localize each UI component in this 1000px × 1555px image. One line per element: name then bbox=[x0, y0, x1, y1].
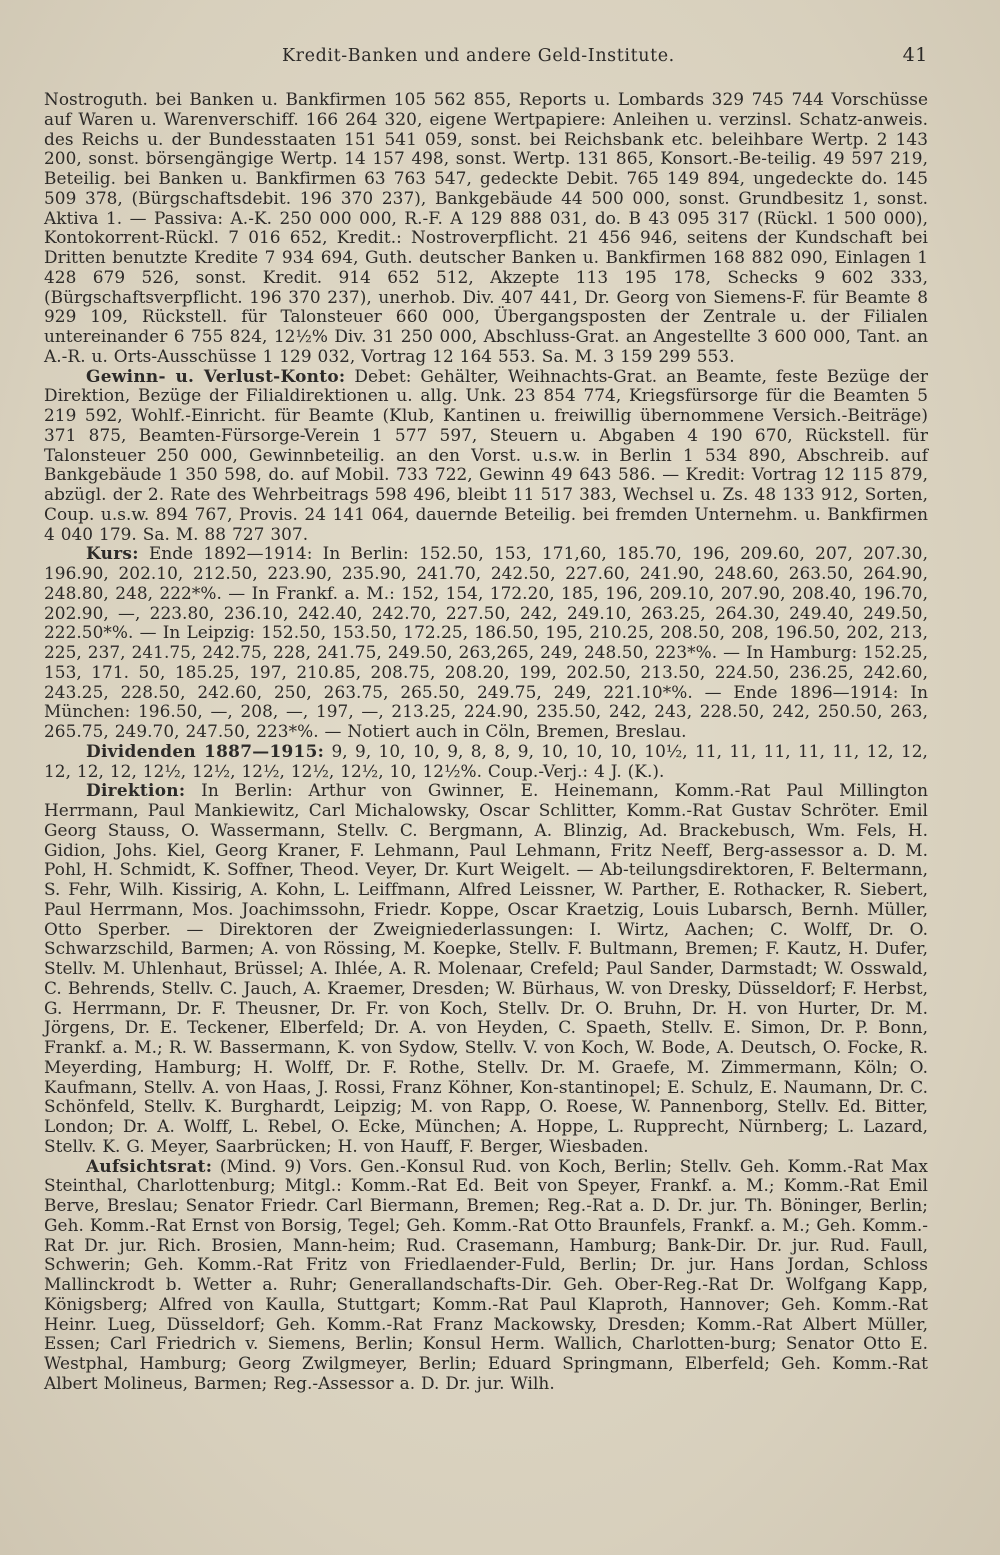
paragraph-aufsichtsrat bbox=[44, 1157, 928, 1394]
page-number: 41 bbox=[902, 44, 928, 66]
paragraph-lead: Dividenden 1887—1915: bbox=[86, 740, 325, 761]
paragraph-profit-loss bbox=[44, 367, 928, 545]
paragraph-lead: Direktion: bbox=[86, 780, 186, 801]
paragraph-text: Ende 1892—1914: In Berlin: 152.50, 153, 171,60, 185.70, 196, 209.60, 207, 207.30, 196.90, 202.10, 212.50, 223.90, 235.90, 241.70, 242.50, 227.60, 241.90, 248.60, 263.50, 264.90, 248.80, 248, 222*%. — In Frankf. a. M.: 152, 154, 172.20, 185, 196, 209.10, 207.90, 208.40, 196.70, 202.90, —, 223.80, 236.10, 242.40, 242.70, 227.50, 242, 249.10, 263.25, 264.30, 249.40, 249.50, 222.50*%. — In Leipzig: 152.50, 153.50, 172.25, 186.50, 195, 210.25, 208.50, 208, 196.50, 202, 213, 225, 237, 241.75, 242.75, 228, 241.75, 249.50, 263,265, 249, 248.50, 223*%. — In Hamburg: 152.25, 153, 171. 50, 185.25, 197, 210.85, 208.75, 208.20, 199, 202.50, 213.50, 224.50, 236.25, 242.60, 243.25, 228.50, 242.60, 250, 263.75, 265.50, 249.75, 249, 221.10*%. — Ende 1896—1914: In München: 196.50, —, 208, —, 197, —, 213.25, 224.90, 235.50, 242, 243, 228.50, 242, 250.50, 263, 265.75, 249.70, 247.50, 223*%. — Notiert auch in Cöln, Bremen, Breslau. bbox=[44, 543, 928, 741]
page-header bbox=[44, 44, 928, 68]
paragraph-text: (Mind. 9) Vors. Gen.-Konsul Rud. von Koch, Berlin; Stellv. Geh. Komm.-Rat Max Steinthal, Charlottenburg; Mitgl.: Komm.-Rat Ed. Beit von Speyer, Frankf. a. M.; Komm.-Rat Emil Berve, Breslau; Senator Friedr. Carl Biermann, Bremen; Reg.-Rat a. D. Dr. jur. Th. Böninger, Berlin; Geh. Komm.-Rat Ernst von Borsig, Tegel; Geh. Komm.-Rat Otto Braunfels, Frankf. a. M.; Geh. Komm.-Rat Dr. jur. Rich. Brosien, Mann-heim; Rud. Crasemann, Hamburg; Bank-Dir. Dr. jur. Rud. Faull, Schwerin; Geh. Komm.-Rat Fritz von Friedlaender-Fuld, Berlin; Dr. jur. Hans Jordan, Schloss Mallinckrodt b. Wetter a. Ruhr; Generallandschafts-Dir. Geh. Ober-Reg.-Rat Dr. Wolfgang Kapp, Königsberg; Alfred von Kaulla, Stuttgart; Komm.-Rat Paul Klaproth, Hannover; Geh. Komm.-Rat Heinr. Lueg, Düsseldorf; Geh. Komm.-Rat Franz Mackowsky, Dresden; Komm.-Rat Albert Müller, Essen; Carl Friedrich v. Siemens, Berlin; Konsul Herm. Wallich, Charlotten-burg; Senator Otto E. Westphal, Hamburg; Georg Zwilgmeyer, Berlin; Eduard Springmann, Elberfeld; Geh. Komm.-Rat Albert Molineus, Barmen; Reg.-Assessor a. D. Dr. jur. Wilh. bbox=[44, 1155, 929, 1393]
paragraph-text: In Berlin: Arthur von Gwinner, E. Heinemann, Komm.-Rat Paul Millington Herrmann, Paul Mankiewitz, Carl Michalowsky, Oscar Schlitter, Komm.-Rat Gustav Schröter. Emil Georg Stauss, O. Wassermann, Stellv. C. Bergmann, A. Blinzig, Ad. Brackebusch, Wm. Fels, H. Gidion, Johs. Kiel, Georg Kraner, F. Lehmann, Paul Lehmann, Fritz Neeff, Berg-assessor a. D. M. Pohl, H. Schmidt, K. Soffner, Theod. Veyer, Dr. Kurt Weigelt. — Ab-teilungsdirektoren, F. Beltermann, S. Fehr, Wilh. Kissirig, A. Kohn, L. Leiffmann, Alfred Leissner, W. Parther, E. Rothacker, R. Siebert, Paul Herrmann, Mos. Joachimssohn, Friedr. Koppe, Oscar Kraetzig, Louis Lubarsch, Bernh. Müller, Otto Sperber. — Direktoren der Zweigniederlassungen: I. Wirtz, Aachen; C. Wolff, Dr. O. Schwarzschild, Barmen; A. von Rössing, M. Koepke, Stellv. F. Bultmann, Bremen; F. Kautz, H. Dufer, Stellv. M. Uhlenhaut, Brüssel; A. Ihlée, A. R. Molenaar, Crefeld; Paul Sander, Darmstadt; W. Osswald, C. Behrends, Stellv. C. Jauch, A. Kraemer, Dresden; W. Bürhaus, W. von Dresky, Düsseldorf; F. Herbst, G. Herrmann, Dr. F. Theusner, Dr. Fr. von Koch, Stellv. Dr. O. Bruhn, Dr. H. von Hurter, Dr. M. Jörgens, Dr. E. Teckener, Elberfeld; Dr. A. von Heyden, C. Spaeth, Stellv. E. Simon, Dr. P. Bonn, Frankf. a. M.; R. W. Bassermann, K. von Sydow, Stellv. V. von Koch, W. Bode, A. Deutsch, O. Focke, R. Meyerding, Hamburg; H. Wolff, Dr. F. Rothe, Stellv. Dr. M. Graefe, M. Zimmermann, Köln; O. Kaufmann, Stellv. A. von Haas, J. Rossi, Franz Köhner, Kon-stantinopel; E. Schulz, E. Naumann, Dr. C. Schönfeld, Stellv. K. Burghardt, Leipzig; M. von Rapp, O. Roese, W. Pannenborg, Stellv. Ed. Bitter, London; Dr. A. Wolff, L. Rebel, O. Ecke, München; A. Hoppe, L. Rupprecht, Nürnberg; L. Lazard, Stellv. K. G. Meyer, Saarbrücken; H. von Hauff, F. Berger, Wiesbaden. bbox=[44, 780, 928, 1156]
paragraph-balance-sheet bbox=[44, 90, 928, 367]
paragraph-lead: Kurs: bbox=[86, 543, 139, 564]
paragraph-text: Nostroguth. bei Banken u. Bankfirmen 105 562 855, Reports u. Lombards 329 745 744 Vorschüsse auf Waren u. Warenverschiff. 166 264 320, eigene Wertpapiere: Anleihen u. verzinsl. Schatz-anweis. des Reichs u. der Bundesstaaten 151 541 059, sonst. bei Reichsbank etc. beleihbare Wertp. 2 143 200, sonst. börsengängige Wertp. 14 157 498, sonst. Wertp. 131 865, Konsort.-Be-teilig. 49 597 219, Beteilig. bei Banken u. Bankfirmen 63 763 547, gedeckte Debit. 765 149 894, ungedeckte do. 145 509 378, (Bürgschaftsdebit. 196 370 237), Bankgebäude 44 500 000, sonst. Grundbesitz 1, sonst. Aktiva 1. — Passiva: A.-K. 250 000 000, R.-F. A 129 888 031, do. B 43 095 317 (Rückl. 1 500 000), Kontokorrent-Rückl. 7 016 652, Kredit.: Nostroverpflicht. 21 456 946, seitens der Kundschaft bei Dritten benutzte Kredite 7 934 694, Guth. deutscher Banken u. Bankfirmen 168 882 090, Einlagen 1 428 679 526, sonst. Kredit. 914 652 512, Akzepte 113 195 178, Schecks 9 602 333, (Bürgschaftsverpflicht. 196 370 237), unerhob. Div. 407 441, Dr. Georg von Siemens-F. für Beamte 8 929 109, Rückstell. für Talonsteuer 660 000, Übergangsposten der Zentrale u. der Filialen untereinander 6 755 824, 12½% Div. 31 250 000, Abschluss-Grat. an Angestellte 3 600 000, Tant. an A.-R. u. Orts-Ausschüsse 1 129 032, Vortrag 12 164 553. Sa. M. 3 159 299 553. bbox=[44, 89, 928, 366]
paragraph-text: Debet: Gehälter, Weihnachts-Grat. an Beamte, feste Bezüge der Direktion, Bezüge der Filialdirektionen u. allg. Unk. 23 854 774, Kriegsfürsorge für die Beamten 5 219 592, Wohlf.-Einricht. für Beamte (Klub, Kantinen u. freiwillig übernommene Versich.-Beiträge) 371 875, Beamten-Fürsorge-Verein 1 577 597, Steuern u. Abgaben 4 190 670, Rückstell. für Talonsteuer 250 000, Gewinnbeteilig. an den Vorst. u.s.w. in Berlin 1 534 890, Abschreib. auf Bankgebäude 1 350 598, do. auf Mobil. 733 722, Gewinn 49 643 586. — Kredit: Vortrag 12 115 879, abzügl. der 2. Rate des Wehrbeitrags 598 496, bleibt 11 517 383, Wechsel u. Zs. 48 133 912, Sorten, Coup. u.s.w. 894 767, Provis. 24 141 064, dauernde Beteilig. bei fremden Unternehm. u. Bankfirmen 4 040 179. Sa. M. 88 727 307. bbox=[44, 365, 929, 544]
paragraph-lead: Aufsichtsrat: bbox=[86, 1155, 213, 1176]
paragraph-lead: Gewinn- u. Verlust-Konto: bbox=[86, 365, 346, 386]
paragraph-kurs bbox=[44, 544, 928, 742]
paragraph-direktion bbox=[44, 781, 928, 1156]
running-title: Kredit-Banken und andere Geld-Institute. bbox=[282, 46, 675, 66]
paragraph-dividenden bbox=[44, 742, 928, 782]
body-text bbox=[44, 90, 928, 1394]
paragraph-text: 9, 9, 10, 10, 9, 8, 8, 9, 10, 10, 10, 10½, 11, 11, 11, 11, 11, 12, 12, 12, 12, 12, 12½, 12½, 12½, 12½, 12½, 10, 12½%. Coup.-Verj.: 4 J. (K.). bbox=[44, 740, 928, 781]
